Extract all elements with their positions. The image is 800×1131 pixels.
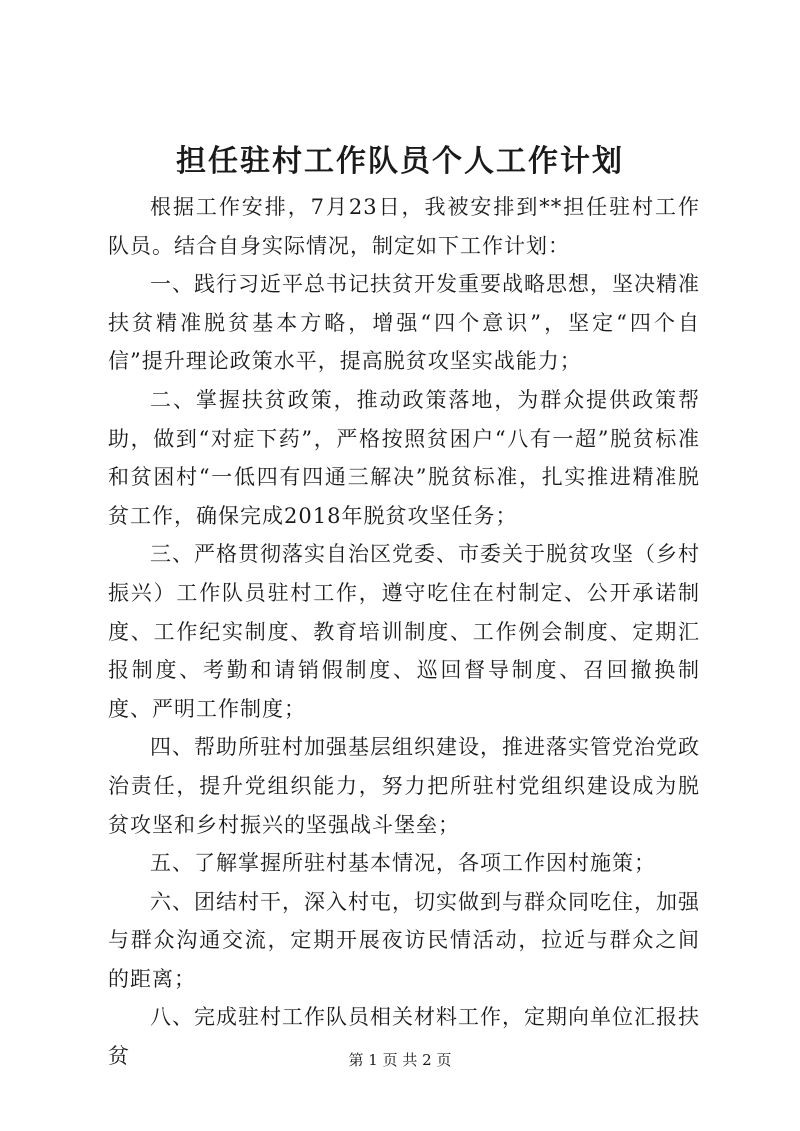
paragraph-item-8: 八、完成驻村工作队员相关材料工作，定期向单位汇报扶贫 [108, 1005, 700, 1069]
paragraph-item-6: 六、团结村干，深入村屯，切实做到与群众同吃住，加强与群众沟通交流，定期开展夜访民情活动，拉近与群众之间的距离； [108, 889, 700, 991]
paragraph-item-1: 一、践行习近平总书记扶贫开发重要战略思想，坚决精准扶贫精准脱贫基本方略，增强“四个意识”，坚定“四个自信”提升理论政策水平，提高脱贫攻坚实战能力； [108, 272, 700, 374]
paragraph-item-2: 二、掌握扶贫政策，推动政策落地，为群众提供政策帮助，做到“对症下药”，严格按照贫困户“八有一超”脱贫标准和贫困村“一低四有四通三解决”脱贫标准，扎实推进精准脱贫工作，确保完成2018年脱贫攻坚任务； [108, 387, 700, 528]
paragraph-item-4: 四、帮助所驻村加强基层组织建设，推进落实管党治党政治责任，提升党组织能力，努力把所驻村党组织建设成为脱贫攻坚和乡村振兴的坚强战斗堡垒； [108, 735, 700, 837]
document-title: 担任驻村工作队员个人工作计划 [176, 144, 624, 179]
paragraph-intro: 根据工作安排，7月23日，我被安排到**担任驻村工作队员。结合自身实际情况，制定如下工作计划： [108, 195, 700, 258]
page-footer: 第 1 页 共 2 页 [348, 1051, 452, 1069]
paragraph-item-5: 五、了解掌握所驻村基本情况，各项工作因村施策； [150, 851, 656, 876]
document-body [108, 188, 700, 1076]
paragraph-item-3: 三、严格贯彻落实自治区党委、市委关于脱贫攻坚（乡村振兴）工作队员驻村工作，遵守吃住在村制定、公开承诺制度、工作纪实制度、教育培训制度、工作例会制度、定期汇报制度、考勤和请销假制度、巡回督导制度、召回撤换制度、严明工作制度； [108, 542, 700, 721]
